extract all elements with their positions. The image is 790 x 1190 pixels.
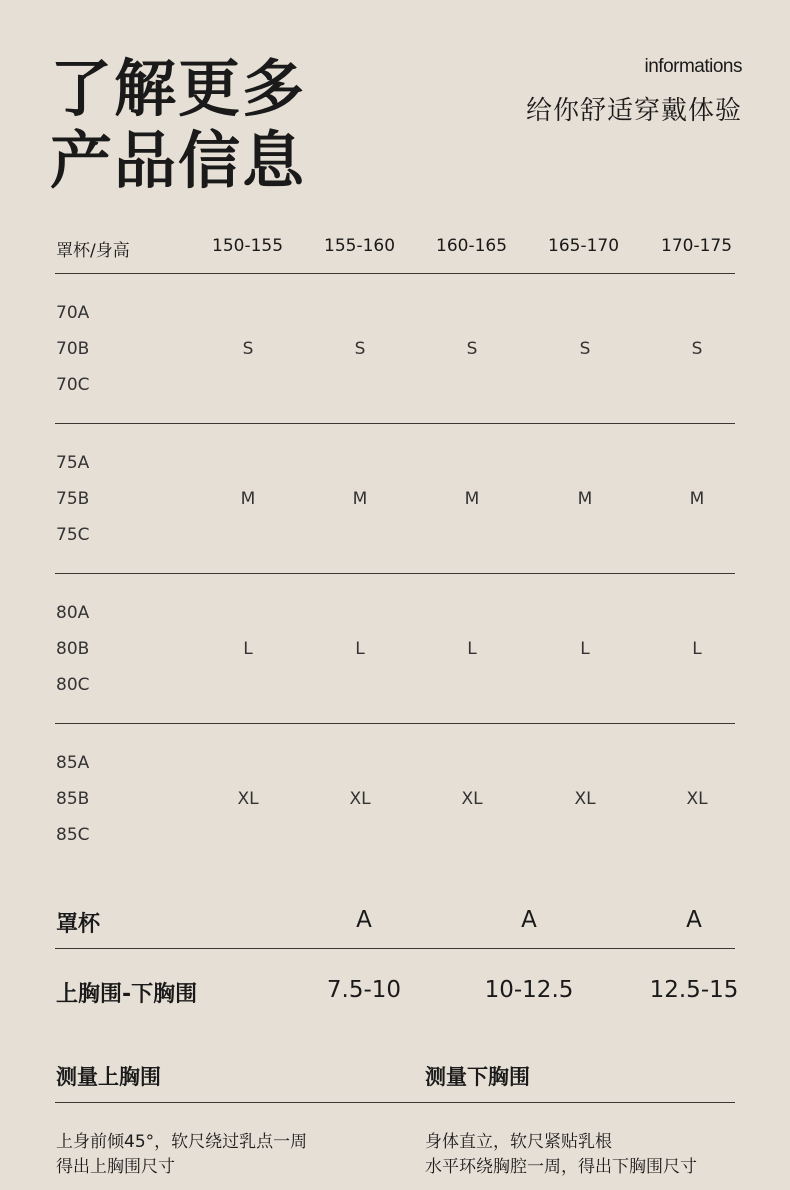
- cup-label: 85C: [56, 825, 90, 845]
- size-cell: S: [466, 339, 478, 359]
- size-cell: L: [355, 639, 365, 659]
- diff-value: 12.5-15: [649, 977, 739, 1003]
- size-cell: M: [689, 489, 705, 509]
- size-cell: XL: [686, 789, 708, 809]
- instruction-line: 得出上胸围尺寸: [56, 1157, 175, 1177]
- height-header: 165-170: [548, 236, 620, 256]
- divider: [55, 723, 735, 724]
- height-header: 160-165: [436, 236, 508, 256]
- divider: [55, 948, 735, 949]
- size-cell: S: [354, 339, 366, 359]
- size-cell: XL: [461, 789, 483, 809]
- size-cell: M: [352, 489, 368, 509]
- height-header: 170-175: [661, 236, 733, 256]
- cup-label: 80B: [56, 639, 90, 659]
- cup-value: A: [356, 907, 372, 933]
- size-cell: M: [577, 489, 593, 509]
- cup-label: 85B: [56, 789, 90, 809]
- cup-value: A: [686, 907, 702, 933]
- height-header: 150-155: [212, 236, 284, 256]
- diff-row-label: 上胸围-下胸围: [56, 982, 198, 1007]
- size-cell: L: [580, 639, 590, 659]
- cup-label: 75B: [56, 489, 90, 509]
- size-cell: L: [467, 639, 477, 659]
- instruction-line: 身体直立，软尺紧贴乳根: [425, 1132, 612, 1152]
- divider: [55, 273, 735, 274]
- instruction-line: 上身前倾45°，软尺绕过乳点一周: [56, 1132, 308, 1152]
- size-cell: XL: [574, 789, 596, 809]
- divider: [55, 423, 735, 424]
- lower-bust-instructions: [425, 1130, 697, 1180]
- size-cell: M: [240, 489, 256, 509]
- lower-bust-title: 测量下胸围: [425, 1065, 530, 1089]
- height-header: 155-160: [324, 236, 396, 256]
- instruction-line: 水平环绕胸腔一周，得出下胸围尺寸: [425, 1157, 697, 1177]
- divider: [55, 1102, 735, 1103]
- cup-label: 70C: [56, 375, 90, 395]
- cup-label: 80A: [56, 603, 90, 623]
- cup-row-label: 罩杯: [56, 912, 101, 937]
- cup-label: 70A: [56, 303, 90, 323]
- size-cell: S: [579, 339, 591, 359]
- cup-label: 75A: [56, 453, 90, 473]
- size-cell: S: [242, 339, 254, 359]
- cup-label: 85A: [56, 753, 90, 773]
- divider: [55, 573, 735, 574]
- subtitle: 给你舒适穿戴体验: [525, 96, 742, 126]
- page-title-line1: 了解更多: [50, 52, 307, 125]
- diff-value: 10-12.5: [484, 977, 574, 1003]
- diff-value: 7.5-10: [326, 977, 402, 1003]
- page-title-line2: 产品信息: [50, 124, 307, 197]
- upper-bust-title: 测量上胸围: [56, 1065, 161, 1089]
- cup-label: 75C: [56, 525, 90, 545]
- size-cell: S: [691, 339, 703, 359]
- size-cell: M: [464, 489, 480, 509]
- size-cell: XL: [349, 789, 371, 809]
- cup-label: 80C: [56, 675, 90, 695]
- cup-value: A: [521, 907, 537, 933]
- table-corner-header: 罩杯/身高: [56, 241, 130, 261]
- cup-label: 70B: [56, 339, 90, 359]
- upper-bust-instructions: [56, 1130, 307, 1180]
- size-cell: XL: [237, 789, 259, 809]
- size-cell: L: [243, 639, 253, 659]
- size-cell: L: [692, 639, 702, 659]
- english-caption: informations: [644, 56, 742, 77]
